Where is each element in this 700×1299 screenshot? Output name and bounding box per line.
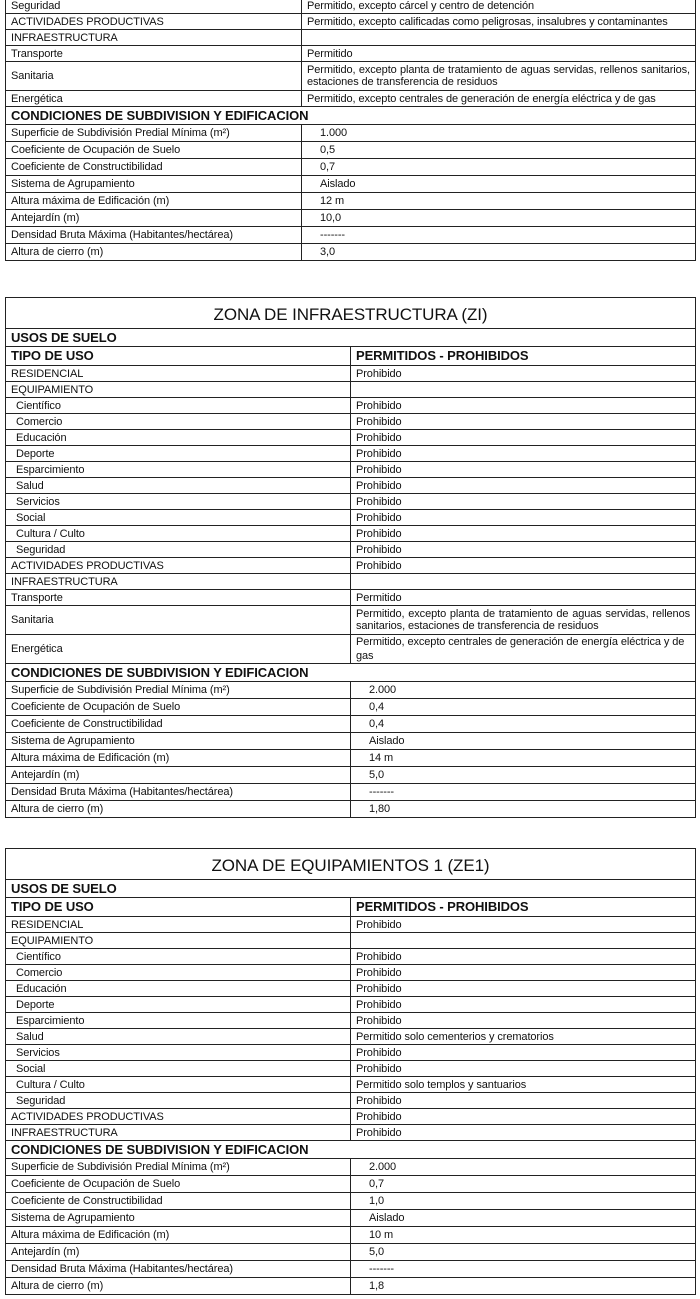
- condition-row: [6, 159, 696, 176]
- condition-row: [6, 801, 696, 818]
- use-permission: Prohibido: [351, 494, 696, 510]
- condition-name: Antejardín (m): [6, 767, 351, 784]
- use-permission: Prohibido: [351, 965, 696, 981]
- use-type: Servicios: [6, 1045, 351, 1061]
- condition-name: Sistema de Agrupamiento: [6, 176, 302, 193]
- condition-name: Altura de cierro (m): [6, 1278, 351, 1295]
- use-type: Transporte: [6, 590, 351, 606]
- condition-name: Superficie de Subdivisión Predial Mínima (m²): [6, 682, 351, 699]
- use-row: [6, 933, 696, 949]
- use-permission: [351, 933, 696, 949]
- condition-name: Antejardín (m): [6, 210, 302, 227]
- use-row: [6, 91, 696, 107]
- condition-row: [6, 1193, 696, 1210]
- use-type: Sanitaria: [6, 62, 302, 91]
- condition-value: -------: [351, 1261, 696, 1278]
- use-row: [6, 574, 696, 590]
- zone-title-row: [6, 849, 696, 880]
- use-row: [6, 430, 696, 446]
- condition-name: Sistema de Agrupamiento: [6, 1210, 351, 1227]
- usos-row: [6, 329, 696, 347]
- use-type: ACTIVIDADES PRODUCTIVAS: [6, 1109, 351, 1125]
- use-type: Cultura / Culto: [6, 526, 351, 542]
- condition-value: 1,8: [351, 1278, 696, 1295]
- condition-name: Superficie de Subdivisión Predial Mínima (m²): [6, 1159, 351, 1176]
- condition-value: 1,0: [351, 1193, 696, 1210]
- use-permission: [351, 574, 696, 590]
- use-row: [6, 414, 696, 430]
- use-type: Servicios: [6, 494, 351, 510]
- condition-name: Coeficiente de Constructibilidad: [6, 716, 351, 733]
- use-row: [6, 398, 696, 414]
- use-row: [6, 1093, 696, 1109]
- condition-row: [6, 125, 696, 142]
- use-type: Salud: [6, 478, 351, 494]
- use-type: Seguridad: [6, 1093, 351, 1109]
- use-type: Transporte: [6, 46, 302, 62]
- conditions-title: CONDICIONES DE SUBDIVISION Y EDIFICACION: [6, 664, 696, 682]
- use-type: Esparcimiento: [6, 1013, 351, 1029]
- use-permission: Prohibido: [351, 1045, 696, 1061]
- use-row: [6, 542, 696, 558]
- use-permission: Permitido, excepto cárcel y centro de detención: [302, 0, 696, 14]
- tipo-header: TIPO DE USO: [6, 347, 351, 366]
- use-type: INFRAESTRUCTURA: [6, 30, 302, 46]
- use-row: [6, 1029, 696, 1045]
- use-row: [6, 478, 696, 494]
- conditions-header-row: [6, 1141, 696, 1159]
- use-row: [6, 62, 696, 91]
- conditions-header-row: [6, 664, 696, 682]
- use-row: [6, 446, 696, 462]
- condition-value: 1.000: [302, 125, 696, 142]
- zi-zone-table: [5, 297, 696, 818]
- condition-value: 2.000: [351, 682, 696, 699]
- permitidos-header: PERMITIDOS - PROHIBIDOS: [351, 347, 696, 366]
- condition-value: Aislado: [351, 733, 696, 750]
- use-type: Energética: [6, 91, 302, 107]
- use-permission: Prohibido: [351, 430, 696, 446]
- use-permission: Permitido solo cementerios y crematorios: [351, 1029, 696, 1045]
- use-permission: [302, 30, 696, 46]
- condition-row: [6, 716, 696, 733]
- column-header-row: [6, 347, 696, 366]
- condition-value: -------: [351, 784, 696, 801]
- conditions-header-row: [6, 107, 696, 125]
- use-type: Deporte: [6, 997, 351, 1013]
- condition-value: 10,0: [302, 210, 696, 227]
- use-row: [6, 382, 696, 398]
- zone-title-row: [6, 298, 696, 329]
- condition-row: [6, 1159, 696, 1176]
- use-row: [6, 46, 696, 62]
- condition-row: [6, 1227, 696, 1244]
- use-row: [6, 590, 696, 606]
- condition-value: 5,0: [351, 767, 696, 784]
- use-row: [6, 526, 696, 542]
- condition-row: [6, 733, 696, 750]
- use-row: [6, 606, 696, 635]
- use-permission: Permitido, excepto calificadas como peligrosas, insalubres y contaminantes: [302, 14, 696, 30]
- use-permission: Prohibido: [351, 398, 696, 414]
- conditions-title: CONDICIONES DE SUBDIVISION Y EDIFICACION: [6, 107, 696, 125]
- tipo-header: TIPO DE USO: [6, 898, 351, 917]
- condition-name: Altura de cierro (m): [6, 244, 302, 261]
- use-type: Seguridad: [6, 0, 302, 14]
- permitidos-header: PERMITIDOS - PROHIBIDOS: [351, 898, 696, 917]
- condition-row: [6, 767, 696, 784]
- use-row: [6, 917, 696, 933]
- use-permission: Prohibido: [351, 558, 696, 574]
- use-permission: Permitido, excepto planta de tratamiento de aguas servidas, rellenos sanitarios, estaciones de transferencia de residuos: [351, 606, 696, 635]
- use-permission: [351, 382, 696, 398]
- use-permission: Prohibido: [351, 446, 696, 462]
- condition-name: Densidad Bruta Máxima (Habitantes/hectárea): [6, 784, 351, 801]
- use-row: [6, 1125, 696, 1141]
- use-type: Cultura / Culto: [6, 1077, 351, 1093]
- column-header-row: [6, 898, 696, 917]
- use-type: Esparcimiento: [6, 462, 351, 478]
- use-row: [6, 1013, 696, 1029]
- condition-value: 2.000: [351, 1159, 696, 1176]
- use-row: [6, 14, 696, 30]
- use-type: Social: [6, 1061, 351, 1077]
- use-permission: Permitido: [302, 46, 696, 62]
- condition-value: 0,7: [302, 159, 696, 176]
- use-type: Deporte: [6, 446, 351, 462]
- use-type: Científico: [6, 398, 351, 414]
- use-type: Educación: [6, 430, 351, 446]
- condition-value: 12 m: [302, 193, 696, 210]
- use-row: [6, 0, 696, 14]
- use-type: Seguridad: [6, 542, 351, 558]
- condition-value: 1,80: [351, 801, 696, 818]
- condition-value: Aislado: [302, 176, 696, 193]
- condition-name: Altura de cierro (m): [6, 801, 351, 818]
- use-permission: Prohibido: [351, 510, 696, 526]
- condition-row: [6, 1244, 696, 1261]
- use-permission: Permitido, excepto centrales de generación de energía eléctrica y de gas: [351, 635, 696, 664]
- use-row: [6, 635, 696, 664]
- condition-name: Altura máxima de Edificación (m): [6, 750, 351, 767]
- condition-row: [6, 193, 696, 210]
- condition-row: [6, 142, 696, 159]
- use-row: [6, 965, 696, 981]
- usos-heading: USOS DE SUELO: [6, 329, 696, 347]
- zone-title: ZONA DE INFRAESTRUCTURA (ZI): [6, 298, 696, 329]
- condition-value: 0,4: [351, 716, 696, 733]
- use-type: ACTIVIDADES PRODUCTIVAS: [6, 14, 302, 30]
- use-type: RESIDENCIAL: [6, 366, 351, 382]
- use-type: Salud: [6, 1029, 351, 1045]
- use-type: Social: [6, 510, 351, 526]
- use-type: Comercio: [6, 965, 351, 981]
- condition-row: [6, 1176, 696, 1193]
- use-row: [6, 462, 696, 478]
- use-row: [6, 997, 696, 1013]
- condition-name: Coeficiente de Ocupación de Suelo: [6, 1176, 351, 1193]
- condition-row: [6, 1278, 696, 1295]
- condition-name: Densidad Bruta Máxima (Habitantes/hectárea): [6, 1261, 351, 1278]
- use-permission: Permitido solo templos y santuarios: [351, 1077, 696, 1093]
- use-permission: Prohibido: [351, 981, 696, 997]
- use-permission: Prohibido: [351, 366, 696, 382]
- condition-name: Altura máxima de Edificación (m): [6, 1227, 351, 1244]
- condition-name: Sistema de Agrupamiento: [6, 733, 351, 750]
- condition-name: Densidad Bruta Máxima (Habitantes/hectárea): [6, 227, 302, 244]
- use-row: [6, 1077, 696, 1093]
- use-permission: Prohibido: [351, 542, 696, 558]
- use-type: INFRAESTRUCTURA: [6, 1125, 351, 1141]
- condition-row: [6, 176, 696, 193]
- condition-value: 0,4: [351, 699, 696, 716]
- condition-row: [6, 1261, 696, 1278]
- use-permission: Prohibido: [351, 1061, 696, 1077]
- condition-name: Superficie de Subdivisión Predial Mínima (m²): [6, 125, 302, 142]
- condition-value: 0,5: [302, 142, 696, 159]
- use-permission: Permitido, excepto centrales de generación de energía eléctrica y de gas: [302, 91, 696, 107]
- condition-value: 0,7: [351, 1176, 696, 1193]
- use-permission: Prohibido: [351, 1013, 696, 1029]
- use-type: Sanitaria: [6, 606, 351, 635]
- condition-value: 10 m: [351, 1227, 696, 1244]
- use-type: Energética: [6, 635, 351, 664]
- condition-row: [6, 227, 696, 244]
- use-permission: Prohibido: [351, 949, 696, 965]
- use-permission: Prohibido: [351, 1093, 696, 1109]
- condition-value: 14 m: [351, 750, 696, 767]
- zone-title: ZONA DE EQUIPAMIENTOS 1 (ZE1): [6, 849, 696, 880]
- condition-row: [6, 699, 696, 716]
- use-permission: Permitido, excepto planta de tratamiento de aguas servidas, rellenos sanitarios, estaciones de transferencia de residuos: [302, 62, 696, 91]
- condition-name: Coeficiente de Ocupación de Suelo: [6, 142, 302, 159]
- use-row: [6, 1061, 696, 1077]
- use-permission: Prohibido: [351, 1109, 696, 1125]
- condition-name: Coeficiente de Constructibilidad: [6, 159, 302, 176]
- condition-value: -------: [302, 227, 696, 244]
- condition-row: [6, 1210, 696, 1227]
- usos-heading: USOS DE SUELO: [6, 880, 696, 898]
- condition-name: Coeficiente de Ocupación de Suelo: [6, 699, 351, 716]
- condition-name: Altura máxima de Edificación (m): [6, 193, 302, 210]
- usos-row: [6, 880, 696, 898]
- use-type: EQUIPAMIENTO: [6, 382, 351, 398]
- use-permission: Prohibido: [351, 526, 696, 542]
- condition-row: [6, 750, 696, 767]
- use-type: Comercio: [6, 414, 351, 430]
- use-row: [6, 494, 696, 510]
- use-permission: Prohibido: [351, 997, 696, 1013]
- use-type: INFRAESTRUCTURA: [6, 574, 351, 590]
- use-row: [6, 558, 696, 574]
- use-row: [6, 1045, 696, 1061]
- use-permission: Prohibido: [351, 917, 696, 933]
- use-permission: Prohibido: [351, 462, 696, 478]
- condition-row: [6, 784, 696, 801]
- condition-name: Coeficiente de Constructibilidad: [6, 1193, 351, 1210]
- use-row: [6, 949, 696, 965]
- use-type: EQUIPAMIENTO: [6, 933, 351, 949]
- use-permission: Prohibido: [351, 414, 696, 430]
- condition-value: 3,0: [302, 244, 696, 261]
- use-row: [6, 510, 696, 526]
- use-row: [6, 366, 696, 382]
- use-type: RESIDENCIAL: [6, 917, 351, 933]
- use-row: [6, 981, 696, 997]
- condition-value: Aislado: [351, 1210, 696, 1227]
- condition-value: 5,0: [351, 1244, 696, 1261]
- use-type: Científico: [6, 949, 351, 965]
- use-type: ACTIVIDADES PRODUCTIVAS: [6, 558, 351, 574]
- use-permission: Prohibido: [351, 1125, 696, 1141]
- ze1-zone-table: [5, 848, 696, 1295]
- use-type: Educación: [6, 981, 351, 997]
- use-row: [6, 30, 696, 46]
- condition-name: Antejardín (m): [6, 1244, 351, 1261]
- top-zone-table: [5, 0, 696, 261]
- use-permission: Prohibido: [351, 478, 696, 494]
- condition-row: [6, 682, 696, 699]
- use-permission: Permitido: [351, 590, 696, 606]
- condition-row: [6, 210, 696, 227]
- use-row: [6, 1109, 696, 1125]
- conditions-title: CONDICIONES DE SUBDIVISION Y EDIFICACION: [6, 1141, 696, 1159]
- condition-row: [6, 244, 696, 261]
